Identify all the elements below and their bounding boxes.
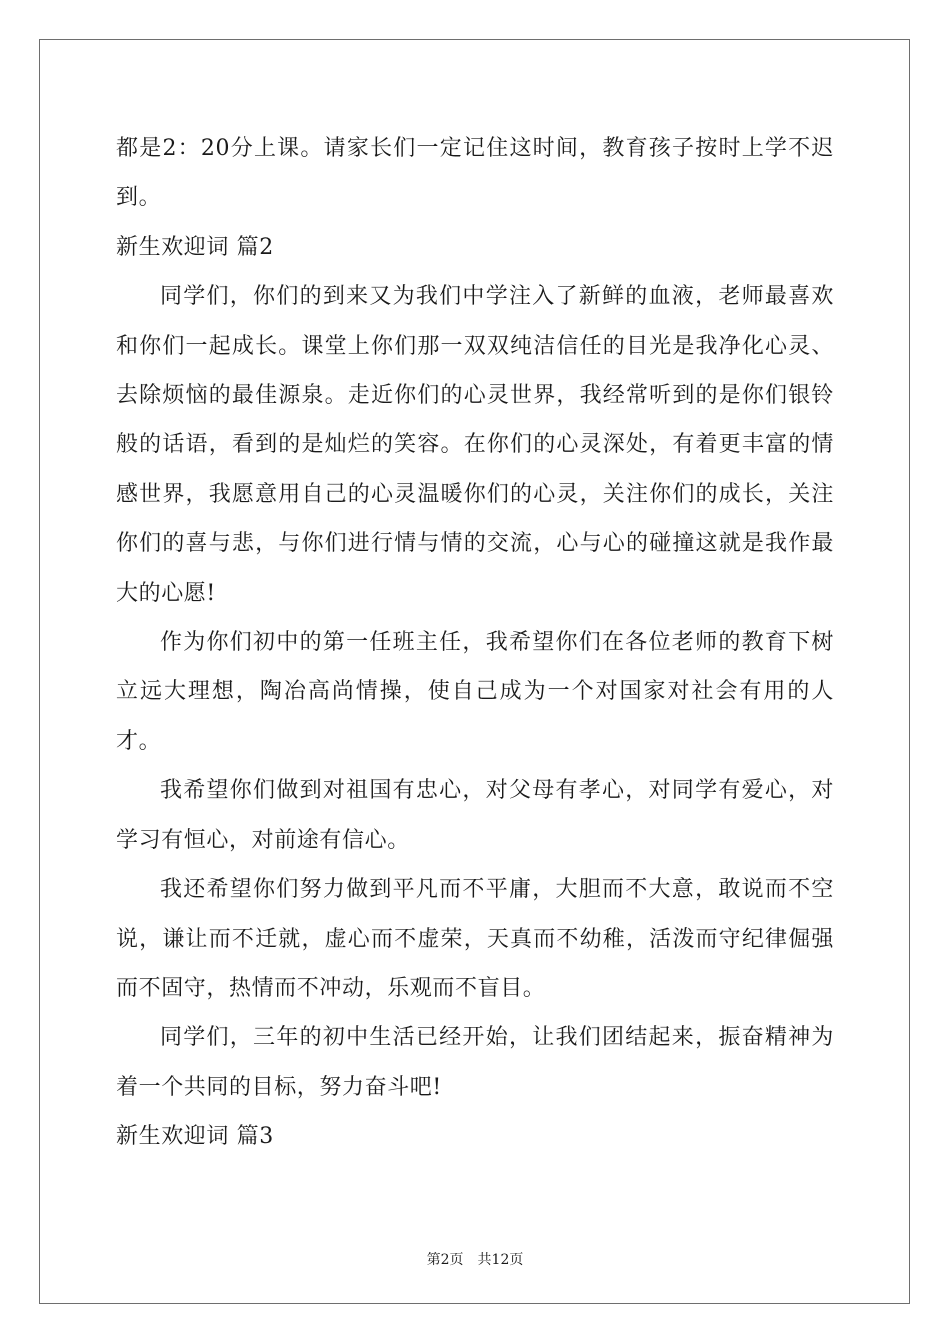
section-heading-3: 新生欢迎词 篇3 — [116, 1124, 274, 1150]
page-footer — [0, 1249, 950, 1269]
section-heading-2: 新生欢迎词 篇2 — [116, 234, 274, 260]
body-paragraph: 我还希望你们努力做到平凡而不平庸，大胆而不大意，敢说而不空说，谦让而不迁就，虚心而不虚荣，天真而不幼稚，活泼而守纪律倔强而不固守，热情而不冲动，乐观而不盲目。 — [116, 877, 834, 1001]
body-paragraph: 同学们，你们的到来又为我们中学注入了新鲜的血液，老师最喜欢和你们一起成长。课堂上你们那一双双纯洁信任的目光是我净化心灵、去除烦恼的最佳源泉。走近你们的心灵世界，我经常听到的是你们银铃般的话语，看到的是灿烂的笑容。在你们的心灵深处，有着更丰富的情感世界，我愿意用自己的心灵温暖你们的心灵，关注你们的成长，关注你们的喜与悲，与你们进行情与情的交流，心与心的碰撞这就是我作最大的心愿! — [116, 284, 834, 606]
body-paragraph: 作为你们初中的第一任班主任，我希望你们在各位老师的教育下树立远大理想，陶冶高尚情操，使自己成为一个对国家对社会有用的人才。 — [116, 630, 834, 754]
page-total: 共12页 — [477, 1252, 524, 1268]
continuation-paragraph: 都是2：20分上课。请家长们一定记住这时间，教育孩子按时上学不迟到。 — [116, 136, 834, 211]
page-number: 第2页 — [426, 1252, 464, 1268]
body-paragraph: 同学们，三年的初中生活已经开始，让我们团结起来，振奋精神为着一个共同的目标，努力奋斗吧! — [116, 1025, 834, 1100]
document-body — [116, 124, 834, 1162]
body-paragraph: 我希望你们做到对祖国有忠心，对父母有孝心，对同学有爱心，对学习有恒心，对前途有信心。 — [116, 778, 834, 853]
